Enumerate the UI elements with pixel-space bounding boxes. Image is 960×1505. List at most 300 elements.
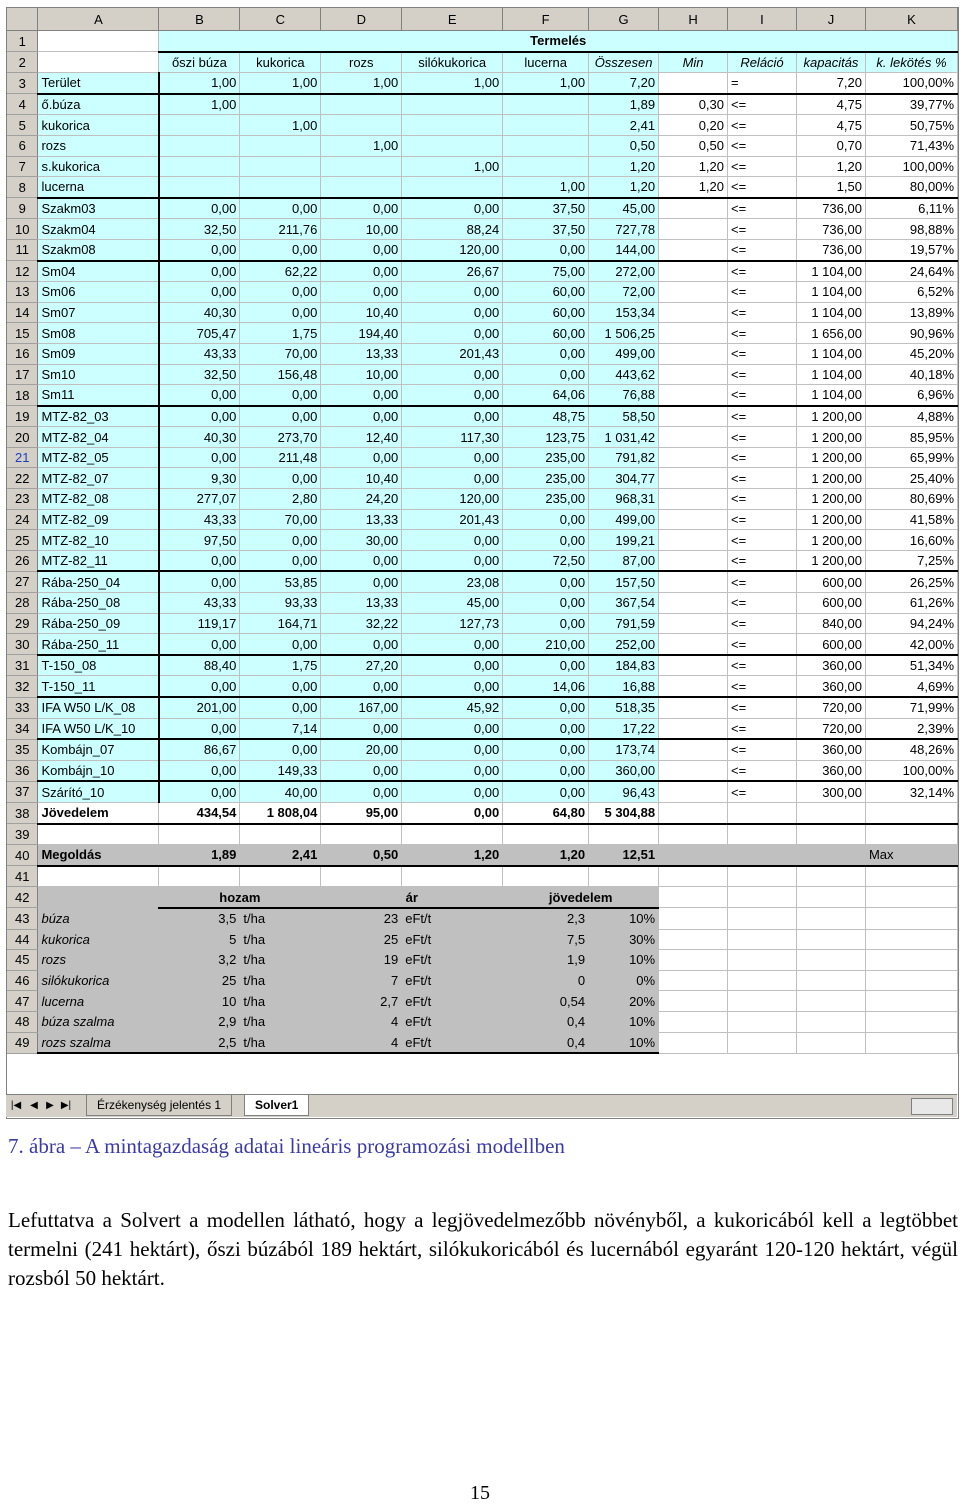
cell[interactable] xyxy=(728,845,797,866)
cell[interactable]: 0,00 xyxy=(402,676,503,697)
cell[interactable] xyxy=(659,781,728,802)
cell[interactable] xyxy=(728,1011,797,1032)
cell[interactable] xyxy=(796,1011,865,1032)
cell[interactable]: 164,71 xyxy=(240,613,321,634)
cell[interactable]: 7,14 xyxy=(240,718,321,739)
price-header[interactable]: hozam xyxy=(159,887,321,908)
column-label[interactable]: lucerna xyxy=(503,52,589,73)
cell[interactable]: 20% xyxy=(589,991,659,1012)
cell[interactable]: eFt/t xyxy=(402,1032,503,1053)
cell[interactable]: 26,67 xyxy=(402,261,503,282)
cell[interactable]: 30% xyxy=(589,929,659,950)
cell[interactable]: 173,74 xyxy=(589,739,659,760)
row-header[interactable]: 12 xyxy=(7,261,38,282)
cell[interactable]: 0,00 xyxy=(402,718,503,739)
income-cell[interactable]: Jövedelem xyxy=(38,802,159,823)
cell[interactable]: 0,00 xyxy=(240,634,321,655)
cell[interactable]: 0,00 xyxy=(321,447,402,468)
cell[interactable] xyxy=(659,887,728,908)
cell[interactable]: t/ha xyxy=(240,1011,321,1032)
cell[interactable]: 32,22 xyxy=(321,613,402,634)
cell[interactable]: 1,89 xyxy=(589,94,659,115)
cell[interactable]: <= xyxy=(728,509,797,530)
cell[interactable]: 968,31 xyxy=(589,489,659,510)
cell[interactable]: 1 200,00 xyxy=(796,509,865,530)
cell[interactable]: = xyxy=(728,73,797,94)
cell[interactable]: 0,00 xyxy=(240,468,321,489)
cell[interactable]: s.kukorica xyxy=(38,156,159,177)
solution-cell[interactable]: 1,89 xyxy=(159,845,240,866)
cell[interactable]: <= xyxy=(728,261,797,282)
row-header[interactable]: 45 xyxy=(7,950,38,971)
cell[interactable] xyxy=(240,866,321,887)
cell[interactable]: 0,54 xyxy=(503,991,589,1012)
cell[interactable]: 210,00 xyxy=(503,634,589,655)
cell[interactable]: 252,00 xyxy=(589,634,659,655)
cell[interactable]: 32,50 xyxy=(159,364,240,385)
cell[interactable]: 80,00% xyxy=(865,177,957,198)
column-header[interactable]: G xyxy=(589,8,659,31)
cell[interactable]: 720,00 xyxy=(796,697,865,718)
cell[interactable]: 360,00 xyxy=(796,760,865,781)
cell[interactable]: 117,30 xyxy=(402,427,503,448)
cell[interactable]: 10% xyxy=(589,1011,659,1032)
cell[interactable] xyxy=(659,634,728,655)
cell[interactable]: 0,00 xyxy=(321,781,402,802)
cell[interactable]: Kombájn_10 xyxy=(38,760,159,781)
cell[interactable]: T-150_11 xyxy=(38,676,159,697)
cell[interactable]: 2,41 xyxy=(589,115,659,136)
cell[interactable] xyxy=(659,970,728,991)
cell[interactable]: 1 200,00 xyxy=(796,406,865,427)
cell[interactable]: <= xyxy=(728,94,797,115)
cell[interactable]: 0,00 xyxy=(402,550,503,571)
cell[interactable]: 88,24 xyxy=(402,219,503,240)
cell[interactable]: 0,00 xyxy=(402,634,503,655)
cell[interactable] xyxy=(865,970,957,991)
cell[interactable]: 1,00 xyxy=(402,73,503,94)
cell[interactable]: silókukorica xyxy=(38,970,159,991)
cell[interactable] xyxy=(728,1032,797,1053)
row-header[interactable]: 9 xyxy=(7,198,38,219)
cell[interactable]: 791,82 xyxy=(589,447,659,468)
cell[interactable]: 0,00 xyxy=(321,571,402,592)
cell[interactable] xyxy=(321,824,402,845)
column-header[interactable]: D xyxy=(321,8,402,31)
cell[interactable]: Sm11 xyxy=(38,385,159,406)
row-header[interactable]: 29 xyxy=(7,613,38,634)
cell[interactable] xyxy=(321,156,402,177)
cell[interactable]: 32,14% xyxy=(865,781,957,802)
cell[interactable]: 61,26% xyxy=(865,593,957,614)
cell[interactable]: 60,00 xyxy=(503,302,589,323)
cell[interactable] xyxy=(728,824,797,845)
cell[interactable]: 93,33 xyxy=(240,593,321,614)
cell[interactable] xyxy=(728,950,797,971)
cell[interactable]: 0,30 xyxy=(659,94,728,115)
cell[interactable]: 277,07 xyxy=(159,489,240,510)
row-header[interactable]: 16 xyxy=(7,343,38,364)
income-cell[interactable]: 0,00 xyxy=(402,802,503,823)
cell[interactable] xyxy=(589,824,659,845)
cell[interactable]: 360,00 xyxy=(796,739,865,760)
prev-sheet-icon[interactable]: ◀ xyxy=(30,1100,38,1111)
cell[interactable] xyxy=(159,115,240,136)
cell[interactable]: 10% xyxy=(589,908,659,929)
row-header[interactable]: 8 xyxy=(7,177,38,198)
cell[interactable]: <= xyxy=(728,447,797,468)
cell[interactable]: 40,30 xyxy=(159,427,240,448)
cell[interactable]: 1,00 xyxy=(321,135,402,156)
cell[interactable]: 75,00 xyxy=(503,261,589,282)
cell[interactable] xyxy=(865,908,957,929)
cell[interactable]: 32,50 xyxy=(159,219,240,240)
cell[interactable]: 1 031,42 xyxy=(589,427,659,448)
cell[interactable]: rozs szalma xyxy=(38,1032,159,1053)
column-header[interactable]: E xyxy=(402,8,503,31)
cell[interactable]: 16,88 xyxy=(589,676,659,697)
cell[interactable]: 1 104,00 xyxy=(796,364,865,385)
cell[interactable]: MTZ-82_09 xyxy=(38,509,159,530)
row-header[interactable]: 36 xyxy=(7,760,38,781)
cell[interactable]: 0,00 xyxy=(503,655,589,676)
cell[interactable] xyxy=(796,970,865,991)
max-label[interactable]: Max xyxy=(865,845,957,866)
cell[interactable]: 300,00 xyxy=(796,781,865,802)
cell[interactable]: Szakm08 xyxy=(38,239,159,260)
cell[interactable]: Rába-250_11 xyxy=(38,634,159,655)
cell[interactable]: 360,00 xyxy=(796,676,865,697)
cell[interactable] xyxy=(796,824,865,845)
cell[interactable]: 1 200,00 xyxy=(796,550,865,571)
cell[interactable]: MTZ-82_08 xyxy=(38,489,159,510)
cell[interactable]: 0,00 xyxy=(240,697,321,718)
row-header[interactable]: 40 xyxy=(7,845,38,866)
cell[interactable]: Sm08 xyxy=(38,323,159,344)
cell[interactable]: eFt/t xyxy=(402,950,503,971)
cell[interactable] xyxy=(321,94,402,115)
row-header[interactable]: 43 xyxy=(7,908,38,929)
cell[interactable] xyxy=(659,1032,728,1053)
cell[interactable]: <= xyxy=(728,239,797,260)
row-header[interactable]: 41 xyxy=(7,866,38,887)
last-sheet-icon[interactable]: ▶| xyxy=(60,1100,72,1111)
solution-cell[interactable]: 12,51 xyxy=(589,845,659,866)
cell[interactable]: 149,33 xyxy=(240,760,321,781)
cell[interactable]: 840,00 xyxy=(796,613,865,634)
cell[interactable]: 1 200,00 xyxy=(796,447,865,468)
cell[interactable]: 0,00 xyxy=(240,676,321,697)
solution-cell[interactable]: 1,20 xyxy=(402,845,503,866)
cell[interactable] xyxy=(402,824,503,845)
cell[interactable] xyxy=(728,929,797,950)
cell[interactable]: <= xyxy=(728,550,797,571)
cell[interactable]: 43,33 xyxy=(159,343,240,364)
cell[interactable]: 0,00 xyxy=(159,550,240,571)
cell[interactable]: 40,30 xyxy=(159,302,240,323)
cell[interactable]: 0,00 xyxy=(159,239,240,260)
cell[interactable]: 0,00 xyxy=(159,676,240,697)
cell[interactable]: 1 104,00 xyxy=(796,343,865,364)
cell[interactable]: 1 200,00 xyxy=(796,489,865,510)
row-header[interactable]: 5 xyxy=(7,115,38,136)
cell[interactable]: 0,00 xyxy=(240,530,321,551)
cell[interactable]: 0,00 xyxy=(402,282,503,303)
cell[interactable]: 720,00 xyxy=(796,718,865,739)
cell[interactable]: 499,00 xyxy=(589,343,659,364)
cell[interactable]: 0,00 xyxy=(402,323,503,344)
cell[interactable]: 0,00 xyxy=(402,468,503,489)
cell[interactable]: 367,54 xyxy=(589,593,659,614)
cell[interactable]: 64,06 xyxy=(503,385,589,406)
cell[interactable]: 360,00 xyxy=(796,655,865,676)
cell[interactable] xyxy=(38,52,159,73)
cell[interactable] xyxy=(240,824,321,845)
row-header[interactable]: 17 xyxy=(7,364,38,385)
cell[interactable]: 10,40 xyxy=(321,468,402,489)
cell[interactable]: eFt/t xyxy=(402,991,503,1012)
cell[interactable] xyxy=(321,866,402,887)
cell[interactable] xyxy=(659,219,728,240)
cell[interactable]: 0,00 xyxy=(402,447,503,468)
cell[interactable] xyxy=(659,530,728,551)
cell[interactable]: 45,00 xyxy=(589,198,659,219)
row-header[interactable]: 6 xyxy=(7,135,38,156)
cell[interactable] xyxy=(659,950,728,971)
cell[interactable]: <= xyxy=(728,135,797,156)
column-label[interactable]: silókukorica xyxy=(402,52,503,73)
cell[interactable]: Sm04 xyxy=(38,261,159,282)
cell[interactable]: 88,40 xyxy=(159,655,240,676)
cell[interactable] xyxy=(38,887,159,908)
cell[interactable] xyxy=(865,824,957,845)
cell[interactable]: 97,50 xyxy=(159,530,240,551)
cell[interactable]: 0,00 xyxy=(503,239,589,260)
cell[interactable]: 0,00 xyxy=(159,406,240,427)
cell[interactable]: 48,26% xyxy=(865,739,957,760)
cell[interactable]: <= xyxy=(728,760,797,781)
income-cell[interactable]: 64,80 xyxy=(503,802,589,823)
cell[interactable]: IFA W50 L/K_10 xyxy=(38,718,159,739)
cell[interactable]: 0,00 xyxy=(503,697,589,718)
cell[interactable]: 1,20 xyxy=(659,177,728,198)
cell[interactable]: 27,20 xyxy=(321,655,402,676)
cell[interactable]: <= xyxy=(728,468,797,489)
cell[interactable]: eFt/t xyxy=(402,929,503,950)
column-header[interactable]: I xyxy=(728,8,797,31)
cell[interactable]: eFt/t xyxy=(402,908,503,929)
cell[interactable]: <= xyxy=(728,655,797,676)
cell[interactable]: 2,80 xyxy=(240,489,321,510)
cell[interactable] xyxy=(321,115,402,136)
cell[interactable]: 30,00 xyxy=(321,530,402,551)
cell[interactable]: <= xyxy=(728,571,797,592)
cell[interactable]: 72,00 xyxy=(589,282,659,303)
cell[interactable]: ő.búza xyxy=(38,94,159,115)
cell[interactable]: 600,00 xyxy=(796,593,865,614)
cell[interactable]: 0,4 xyxy=(503,1032,589,1053)
cell[interactable] xyxy=(728,866,797,887)
cell[interactable]: 120,00 xyxy=(402,239,503,260)
cell[interactable]: <= xyxy=(728,427,797,448)
cell[interactable]: 0,00 xyxy=(159,634,240,655)
cell[interactable]: kukorica xyxy=(38,115,159,136)
cell[interactable]: 0,00 xyxy=(503,613,589,634)
cell[interactable]: 235,00 xyxy=(503,468,589,489)
cell[interactable]: <= xyxy=(728,613,797,634)
cell[interactable] xyxy=(728,802,797,823)
cell[interactable] xyxy=(659,364,728,385)
cell[interactable]: 40,00 xyxy=(240,781,321,802)
cell[interactable] xyxy=(659,427,728,448)
cell[interactable] xyxy=(865,950,957,971)
income-cell[interactable]: 1 808,04 xyxy=(240,802,321,823)
cell[interactable] xyxy=(796,866,865,887)
cell[interactable]: 72,50 xyxy=(503,550,589,571)
cell[interactable]: 1,00 xyxy=(321,73,402,94)
cell[interactable]: 120,00 xyxy=(402,489,503,510)
cell[interactable]: 17,22 xyxy=(589,718,659,739)
cell[interactable]: 1 506,25 xyxy=(589,323,659,344)
cell[interactable]: MTZ-82_05 xyxy=(38,447,159,468)
cell[interactable] xyxy=(659,655,728,676)
cell[interactable]: <= xyxy=(728,530,797,551)
cell[interactable]: 1 104,00 xyxy=(796,261,865,282)
cell[interactable] xyxy=(589,866,659,887)
cell[interactable] xyxy=(796,929,865,950)
cell[interactable] xyxy=(159,824,240,845)
cell[interactable]: 4 xyxy=(321,1032,402,1053)
cell[interactable] xyxy=(659,866,728,887)
row-header[interactable]: 7 xyxy=(7,156,38,177)
cell[interactable]: 1 656,00 xyxy=(796,323,865,344)
cell[interactable] xyxy=(659,509,728,530)
row-header[interactable]: 39 xyxy=(7,824,38,845)
cell[interactable]: 184,83 xyxy=(589,655,659,676)
cell[interactable]: 2,5 xyxy=(159,1032,240,1053)
cell[interactable] xyxy=(503,115,589,136)
cell[interactable] xyxy=(38,31,159,52)
cell[interactable]: 235,00 xyxy=(503,489,589,510)
cell[interactable]: 0,00 xyxy=(402,760,503,781)
cell[interactable]: MTZ-82_10 xyxy=(38,530,159,551)
cell[interactable] xyxy=(159,177,240,198)
cell[interactable]: 7,20 xyxy=(796,73,865,94)
cell[interactable]: 45,00 xyxy=(402,593,503,614)
first-sheet-icon[interactable]: |◀ xyxy=(10,1100,22,1111)
cell[interactable]: 0,00 xyxy=(503,364,589,385)
row-header[interactable]: 34 xyxy=(7,718,38,739)
solution-cell[interactable]: Megoldás xyxy=(38,845,159,866)
cell[interactable] xyxy=(659,302,728,323)
row-header[interactable]: 2 xyxy=(7,52,38,73)
cell[interactable]: 0,00 xyxy=(321,198,402,219)
cell[interactable] xyxy=(659,908,728,929)
cell[interactable] xyxy=(659,718,728,739)
cell[interactable]: 26,25% xyxy=(865,571,957,592)
cell[interactable]: <= xyxy=(728,676,797,697)
cell[interactable]: 0,00 xyxy=(402,364,503,385)
cell[interactable] xyxy=(402,115,503,136)
row-header[interactable]: 20 xyxy=(7,427,38,448)
cell[interactable]: 0,00 xyxy=(240,739,321,760)
cell[interactable]: 2,9 xyxy=(159,1011,240,1032)
cell[interactable] xyxy=(503,94,589,115)
cell[interactable]: 14,06 xyxy=(503,676,589,697)
cell[interactable]: 10 xyxy=(159,991,240,1012)
cell[interactable]: 53,85 xyxy=(240,571,321,592)
cell[interactable] xyxy=(659,447,728,468)
cell[interactable]: 65,99% xyxy=(865,447,957,468)
cell[interactable]: 100,00% xyxy=(865,760,957,781)
cell[interactable]: 45,20% xyxy=(865,343,957,364)
cell[interactable]: 60,00 xyxy=(503,282,589,303)
cell[interactable]: 100,00% xyxy=(865,156,957,177)
cell[interactable]: 4,75 xyxy=(796,94,865,115)
cell[interactable]: 0% xyxy=(589,970,659,991)
cell[interactable]: 94,24% xyxy=(865,613,957,634)
cell[interactable]: <= xyxy=(728,323,797,344)
cell[interactable]: 13,89% xyxy=(865,302,957,323)
row-header[interactable]: 48 xyxy=(7,1011,38,1032)
tab-sensitivity-report[interactable]: Érzékenység jelentés 1 xyxy=(86,1095,232,1116)
cell[interactable] xyxy=(659,676,728,697)
cell[interactable]: 7,20 xyxy=(589,73,659,94)
cell[interactable] xyxy=(402,866,503,887)
cell[interactable]: 0,00 xyxy=(321,676,402,697)
cell[interactable]: 0,70 xyxy=(796,135,865,156)
cell[interactable] xyxy=(503,824,589,845)
cell[interactable]: MTZ-82_11 xyxy=(38,550,159,571)
horizontal-scrollbar[interactable] xyxy=(911,1098,953,1115)
cell[interactable] xyxy=(659,991,728,1012)
cell[interactable] xyxy=(728,991,797,1012)
cell[interactable] xyxy=(659,571,728,592)
cell[interactable]: 0,00 xyxy=(402,781,503,802)
cell[interactable]: 87,00 xyxy=(589,550,659,571)
cell[interactable]: 0,00 xyxy=(402,406,503,427)
cell[interactable]: 0,00 xyxy=(240,406,321,427)
cell[interactable]: 3,2 xyxy=(159,950,240,971)
cell[interactable] xyxy=(659,261,728,282)
cell[interactable]: 1,20 xyxy=(796,156,865,177)
column-header[interactable]: A xyxy=(38,8,159,31)
cell[interactable]: 98,88% xyxy=(865,219,957,240)
cell[interactable]: 211,76 xyxy=(240,219,321,240)
cell[interactable] xyxy=(659,929,728,950)
select-all-corner[interactable] xyxy=(7,8,38,31)
cell[interactable]: 20,00 xyxy=(321,739,402,760)
cell[interactable]: 23 xyxy=(321,908,402,929)
solution-cell[interactable]: 2,41 xyxy=(240,845,321,866)
cell[interactable]: 1,00 xyxy=(159,73,240,94)
cell[interactable]: <= xyxy=(728,593,797,614)
cell[interactable] xyxy=(659,489,728,510)
next-sheet-icon[interactable]: ▶ xyxy=(46,1100,54,1111)
cell[interactable]: 24,64% xyxy=(865,261,957,282)
cell[interactable]: 96,43 xyxy=(589,781,659,802)
income-cell[interactable]: 434,54 xyxy=(159,802,240,823)
cell[interactable]: 13,33 xyxy=(321,343,402,364)
cell[interactable]: 1,00 xyxy=(503,177,589,198)
cell[interactable]: <= xyxy=(728,198,797,219)
cell[interactable]: 51,34% xyxy=(865,655,957,676)
row-header[interactable]: 24 xyxy=(7,509,38,530)
cell[interactable]: <= xyxy=(728,177,797,198)
row-header[interactable]: 49 xyxy=(7,1032,38,1053)
cell[interactable]: 0,00 xyxy=(159,385,240,406)
cell[interactable]: 4,88% xyxy=(865,406,957,427)
